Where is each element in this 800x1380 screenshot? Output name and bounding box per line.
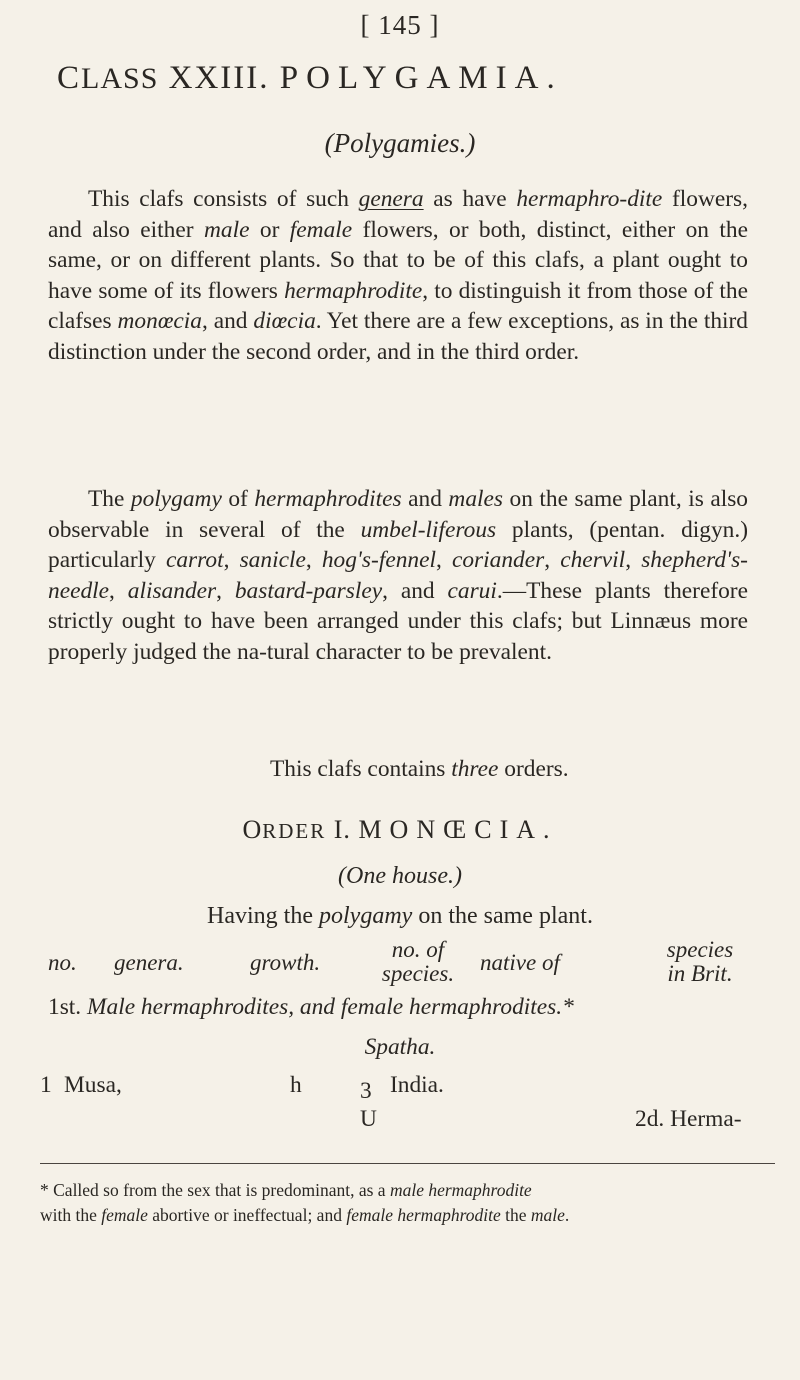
text-run: This clafs contains [270, 756, 452, 782]
text-run: Having the [207, 903, 320, 929]
text-run: This clafs consists of such [88, 186, 359, 212]
footnote-line-2 [40, 1203, 780, 1228]
term-males: males [448, 486, 503, 512]
spatha-heading: Spatha. [364, 1034, 436, 1060]
text-run: the [500, 1205, 531, 1225]
catchword: 2d. Herma- [635, 1106, 742, 1132]
term-hermaphrodites: hermaphrodites [254, 486, 402, 512]
order-numeral: I. [333, 815, 351, 844]
text-run: , [109, 577, 128, 604]
text-run: , [305, 547, 322, 573]
text-run: abortive or ineffectual; and [147, 1205, 347, 1225]
plant-alisander: alisander [127, 577, 217, 604]
term-hermaphrodite: hermaphro-dite [516, 186, 663, 212]
text-run: plants, (pentan. digyn.) particularly [48, 516, 748, 573]
text-run: Called so from the sex that is predominant, as a [48, 1180, 390, 1200]
column-header-species-in-brit [640, 938, 760, 986]
text-run: with the [40, 1205, 102, 1225]
text-run: as have [423, 186, 517, 212]
text-run: , and [382, 577, 448, 604]
page-number: [ 145 ] [360, 10, 440, 40]
class-numeral: XXIII. [168, 60, 270, 96]
text-run: . Yet there are a few exceptions, as in the third distinction under the second order, and in the third order. [48, 308, 749, 365]
entry-native-of: India. [390, 1072, 444, 1098]
order-heading [0, 815, 800, 845]
order-label-rest: RDER [262, 819, 327, 843]
class-label-initial: C [57, 60, 82, 96]
column-header-growth: growth. [250, 950, 321, 975]
header-line: no. of [391, 937, 445, 962]
text-run: , [625, 547, 642, 573]
entry-growth-symbol-secondary: U [360, 1106, 377, 1132]
plant-bastard-parsley: bastard-parsley [234, 577, 383, 604]
term-umbelliferous: umbel-liferous [360, 516, 497, 543]
plant-shepherds-needle: shepherd's-needle [48, 547, 748, 604]
paragraph-class-definition [48, 184, 748, 367]
column-header-native-of: native of [480, 950, 560, 975]
header-line: species [666, 937, 734, 962]
term-polygamy: polygamy [130, 486, 222, 512]
header-line: species. [381, 961, 455, 986]
text-run: . [564, 1205, 570, 1225]
text-run: flowers, and also either [48, 186, 748, 243]
term-dioecia: diœcia [253, 308, 316, 334]
term-male: male [203, 216, 250, 243]
column-header-no: no. [48, 950, 77, 975]
entry-species-count: 3 [360, 1078, 372, 1104]
text-run: on the same plant. [412, 903, 593, 929]
header-line: in Brit. [667, 961, 733, 986]
term-female: female [289, 216, 353, 243]
text-run: The [88, 486, 131, 512]
plant-chervil: chervil [560, 547, 626, 573]
term-hermaphrodite: hermaphrodite [284, 277, 423, 304]
term-male: male [530, 1205, 565, 1225]
text-run: , [435, 547, 452, 573]
footnote-divider [40, 1163, 775, 1164]
text-run: , [223, 547, 240, 573]
column-header-genera: genera. [114, 950, 184, 975]
term-monoecia: monœcia [117, 308, 202, 334]
entry-genus: Musa, [64, 1072, 122, 1098]
section-heading [48, 994, 768, 1021]
class-label-rest: LASS [81, 62, 159, 95]
section-number: 1st. [48, 994, 82, 1020]
class-heading [57, 60, 757, 97]
plant-carrot: carrot [165, 547, 224, 573]
section-title: Male hermaphrodites, and female hermaphrodites.* [87, 994, 574, 1020]
text-run: , [216, 577, 235, 604]
text-run: , to distinguish it from those of the clafses [48, 277, 748, 334]
term-male-hermaphrodite: male hermaphrodite [389, 1180, 532, 1200]
plant-hogs-fennel: hog's-fennel [321, 547, 436, 573]
term-three: three [451, 756, 499, 782]
footnote [40, 1178, 780, 1228]
class-subtitle: (Polygamies.) [324, 128, 476, 158]
entry-number: 1 [40, 1072, 52, 1098]
paragraph-umbelliferous [48, 484, 748, 667]
text-run: on the same plant, is also observable in several of the [48, 486, 749, 543]
term-genera: genera [358, 186, 424, 212]
text-run: flowers, or both, distinct, either on the same, or on different plants. So that to be of this clafs, a plant ought to have some of its flowers [48, 216, 748, 304]
footnote-marker: * [40, 1180, 49, 1200]
order-label-initial: O [242, 815, 263, 844]
text-run: , [544, 547, 561, 573]
column-header-no-of-species [358, 938, 478, 986]
term-polygamy: polygamy [319, 903, 413, 929]
plant-carui: carui [447, 577, 497, 604]
class-name: POLYGAMIA. [279, 60, 563, 96]
plant-sanicle: sanicle [239, 547, 306, 573]
term-female-hermaphrodite: female hermaphrodite [346, 1205, 501, 1225]
text-run: of [221, 486, 255, 512]
text-run: .—These plants therefore strictly ought to have been arranged under this clafs; but Linnæus more properly judged the na-tural character to be prevalent. [48, 577, 748, 665]
plant-coriander: coriander [451, 547, 545, 573]
text-run: and [401, 486, 449, 512]
order-name: MONŒCIA. [358, 815, 558, 844]
text-run: orders. [498, 756, 569, 782]
entry-growth-symbol: h [290, 1072, 302, 1098]
text-run: or [249, 216, 290, 243]
term-female: female [101, 1205, 148, 1225]
text-run: , and [202, 308, 254, 334]
order-description [0, 903, 800, 930]
order-subtitle: (One house.) [338, 863, 462, 889]
paragraph-orders [60, 754, 750, 785]
